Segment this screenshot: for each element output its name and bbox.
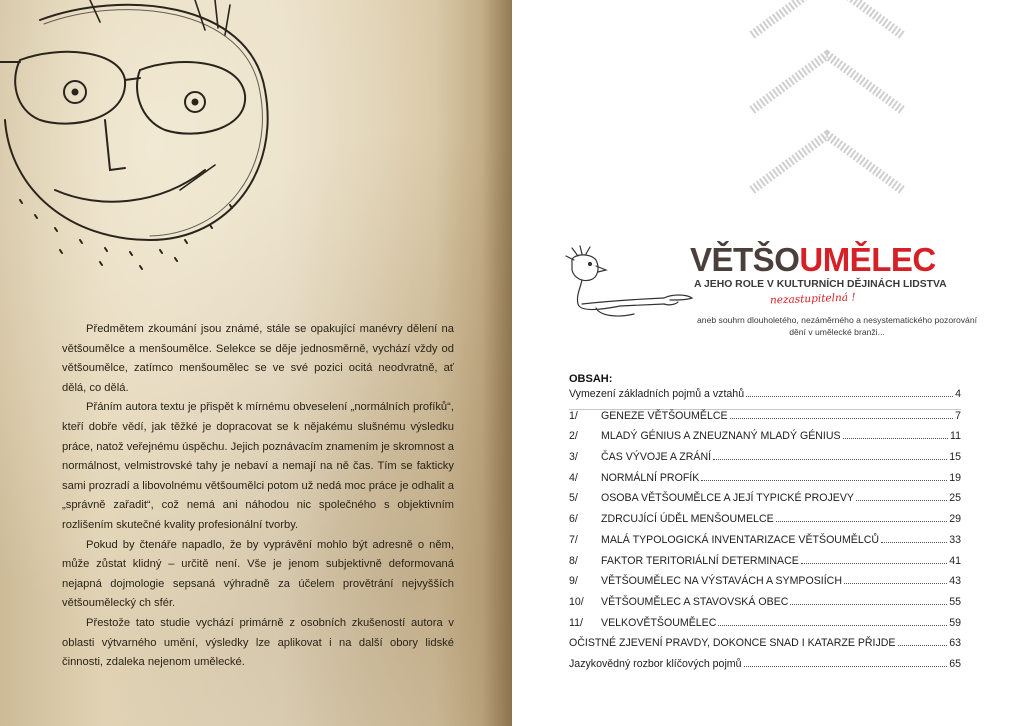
book-title — [690, 240, 936, 280]
toc-entry[interactable] — [569, 472, 961, 493]
toc-entry-label: OČISTNÉ ZJEVENÍ PRAVDY, DOKONCE SNAD I KATARZE PŘIJDE — [569, 637, 896, 650]
toc-entry-number: 1/ — [569, 409, 578, 422]
right-page — [512, 0, 1024, 726]
toc-entry[interactable] — [569, 637, 961, 658]
title-part-umelec: UMĚLEC — [799, 241, 936, 278]
table-of-contents — [569, 388, 961, 679]
toc-entry-number: 8/ — [569, 554, 578, 567]
toc-entry-label: Jazykovědný rozbor klíčových pojmů — [569, 657, 742, 670]
toc-leader-dots — [844, 575, 947, 584]
paragraph: Předmětem zkoumání jsou známé, stále se opakující manévry dělení na většoumělce a menšoumělce. Selekce se děje jednosměrně, vychází vždy od většoumělce, zatímco menšoumělec se ve své pozici ocitá neodvratně, ať dělá, co dělá. — [62, 323, 454, 394]
toc-leader-dots — [776, 513, 948, 522]
toc-entry-page: 4 — [955, 388, 961, 400]
toc-entry-label: Vymezení základních pojmů a vztahů — [569, 388, 745, 400]
toc-entry-number: 11/ — [569, 616, 583, 629]
sketched-face-illustration — [0, 0, 300, 330]
pointing-man-illustration — [560, 244, 696, 322]
toc-entry-page: 15 — [949, 451, 961, 464]
spine-shadow — [482, 0, 512, 726]
toc-leader-dots — [701, 472, 947, 481]
toc-leader-dots — [713, 451, 947, 460]
paragraph: Přestože tato studie vychází primárně z osobních zkušeností autora v oblasti výtvarného umění, výsledky lze aplikovat i na další obory lidské činnosti, zdaleka nejenom umělecké. — [62, 616, 454, 669]
toc-entry[interactable] — [569, 492, 961, 513]
toc-leader-dots — [746, 388, 953, 397]
toc-entry-page: 43 — [949, 575, 961, 588]
toc-leader-dots — [718, 617, 947, 626]
toc-entry[interactable] — [569, 451, 961, 472]
toc-entry-page: 55 — [949, 595, 961, 608]
toc-entry-page: 29 — [949, 513, 961, 526]
book-subtitle: A JEHO ROLE V KULTURNÍCH DĚJINÁCH LIDSTVA — [694, 279, 947, 290]
toc-entry-number: 4/ — [569, 471, 578, 484]
toc-entry-label: VELKOVĚTŠOUMĚLEC — [601, 616, 717, 629]
paragraph: Pokud by čtenáře napadlo, že by vyprávění mohlo být adresně o něm, může zůstat klidný – určitě není. Vše je jenom subjektivně deformovaná nejapná dojmologie sepsaná výhradně za účelem provětrání nejvyšších většoumělecký ch sfér. — [62, 538, 454, 610]
toc-entry[interactable] — [569, 410, 961, 431]
intro-text — [62, 320, 454, 673]
toc-entry-page: 41 — [949, 554, 961, 567]
toc-entry-page: 59 — [949, 616, 961, 629]
toc-entry[interactable] — [569, 575, 961, 596]
toc-entry-page: 65 — [949, 657, 961, 670]
toc-entry[interactable] — [569, 596, 961, 617]
toc-entry[interactable] — [569, 658, 961, 679]
toc-entry-number: 6/ — [569, 513, 578, 526]
toc-entry-page: 63 — [949, 637, 961, 650]
toc-entry-number: 7/ — [569, 533, 578, 546]
toc-entry-label: MLADÝ GÉNIUS A ZNEUZNANÝ MLADÝ GÉNIUS — [601, 430, 841, 443]
toc-entry-label: GENEZE VĚTŠOUMĚLCE — [601, 409, 728, 422]
handwritten-note: nezastupitelná ! — [769, 291, 856, 307]
toc-entry-number: 10/ — [569, 595, 584, 608]
toc-leader-dots — [801, 555, 947, 564]
toc-entry-page: 33 — [949, 533, 961, 546]
chevron-arrows-illustration — [732, 0, 922, 210]
toc-entry-label: FAKTOR TERITORIÁLNÍ DETERMINACE — [601, 554, 799, 567]
toc-leader-dots — [898, 637, 948, 646]
toc-entry-label: VĚTŠOUMĚLEC A STAVOVSKÁ OBEC — [601, 595, 789, 608]
toc-entry-label: ZDRCUJÍCÍ ÚDĚL MENŠOUMELCE — [601, 513, 774, 526]
toc-leader-dots — [881, 534, 947, 543]
toc-entry-label: ČAS VÝVOJE A ZRÁNÍ — [601, 451, 712, 464]
toc-entry-page: 11 — [950, 430, 961, 443]
toc-leader-dots — [856, 492, 947, 501]
toc-entry-label: OSOBA VĚTŠOUMĚLCE A JEJÍ TYPICKÉ PROJEVY — [601, 492, 854, 505]
toc-entry-page: 7 — [955, 409, 961, 422]
toc-entry-page: 25 — [949, 492, 961, 505]
toc-entry[interactable] — [569, 555, 961, 576]
title-part-vetso: VĚTŠO — [690, 241, 800, 278]
toc-entry-number: 3/ — [569, 451, 578, 464]
toc-entry[interactable] — [569, 430, 961, 451]
toc-leader-dots — [744, 658, 948, 667]
toc-entry-page: 19 — [949, 471, 961, 484]
toc-entry-label: VĚTŠOUMĚLEC NA VÝSTAVÁCH A SYMPOSIÍCH — [601, 575, 842, 588]
toc-leader-dots — [790, 596, 947, 605]
toc-entry-label: NORMÁLNÍ PROFÍK — [601, 471, 700, 484]
toc-entry[interactable] — [569, 388, 961, 410]
paragraph: Přáním autora textu je přispět k mírnému obveselení „normálních profíků“, kteří dobře vědí, jak těžké je dopracovat se k nějakému slušnému výsledku práce, natož veřejnému úspěchu. Jejich poznávacím znamením je skromnost a normálnost, velmistrovské tahy je nebaví a nemají na ně čas. Tím se fakticky sami prozradí a libovolnému většoumělci potom už nedá moc práce je odhalit a „správně zařadit“, což nemá ani náhodou nic společného s objektivním rozlišením skutečné kvality profesionální tvorby. — [62, 401, 454, 531]
toc-entry[interactable] — [569, 534, 961, 555]
toc-heading: OBSAH: — [569, 373, 613, 385]
toc-entry-number: 9/ — [569, 575, 578, 588]
toc-entry-number: 5/ — [569, 492, 578, 505]
toc-leader-dots — [730, 410, 954, 419]
toc-entry[interactable] — [569, 513, 961, 534]
toc-entry[interactable] — [569, 617, 961, 638]
toc-leader-dots — [843, 430, 948, 439]
toc-entry-label: MALÁ TYPOLOGICKÁ INVENTARIZACE VĚTŠOUMĚLCŮ — [601, 533, 880, 546]
toc-entry-number: 2/ — [569, 430, 578, 443]
tagline: aneb souhrn dlouholetého, nezáměrného a nesystematického pozorování dění v umělecké branži... — [697, 315, 977, 337]
